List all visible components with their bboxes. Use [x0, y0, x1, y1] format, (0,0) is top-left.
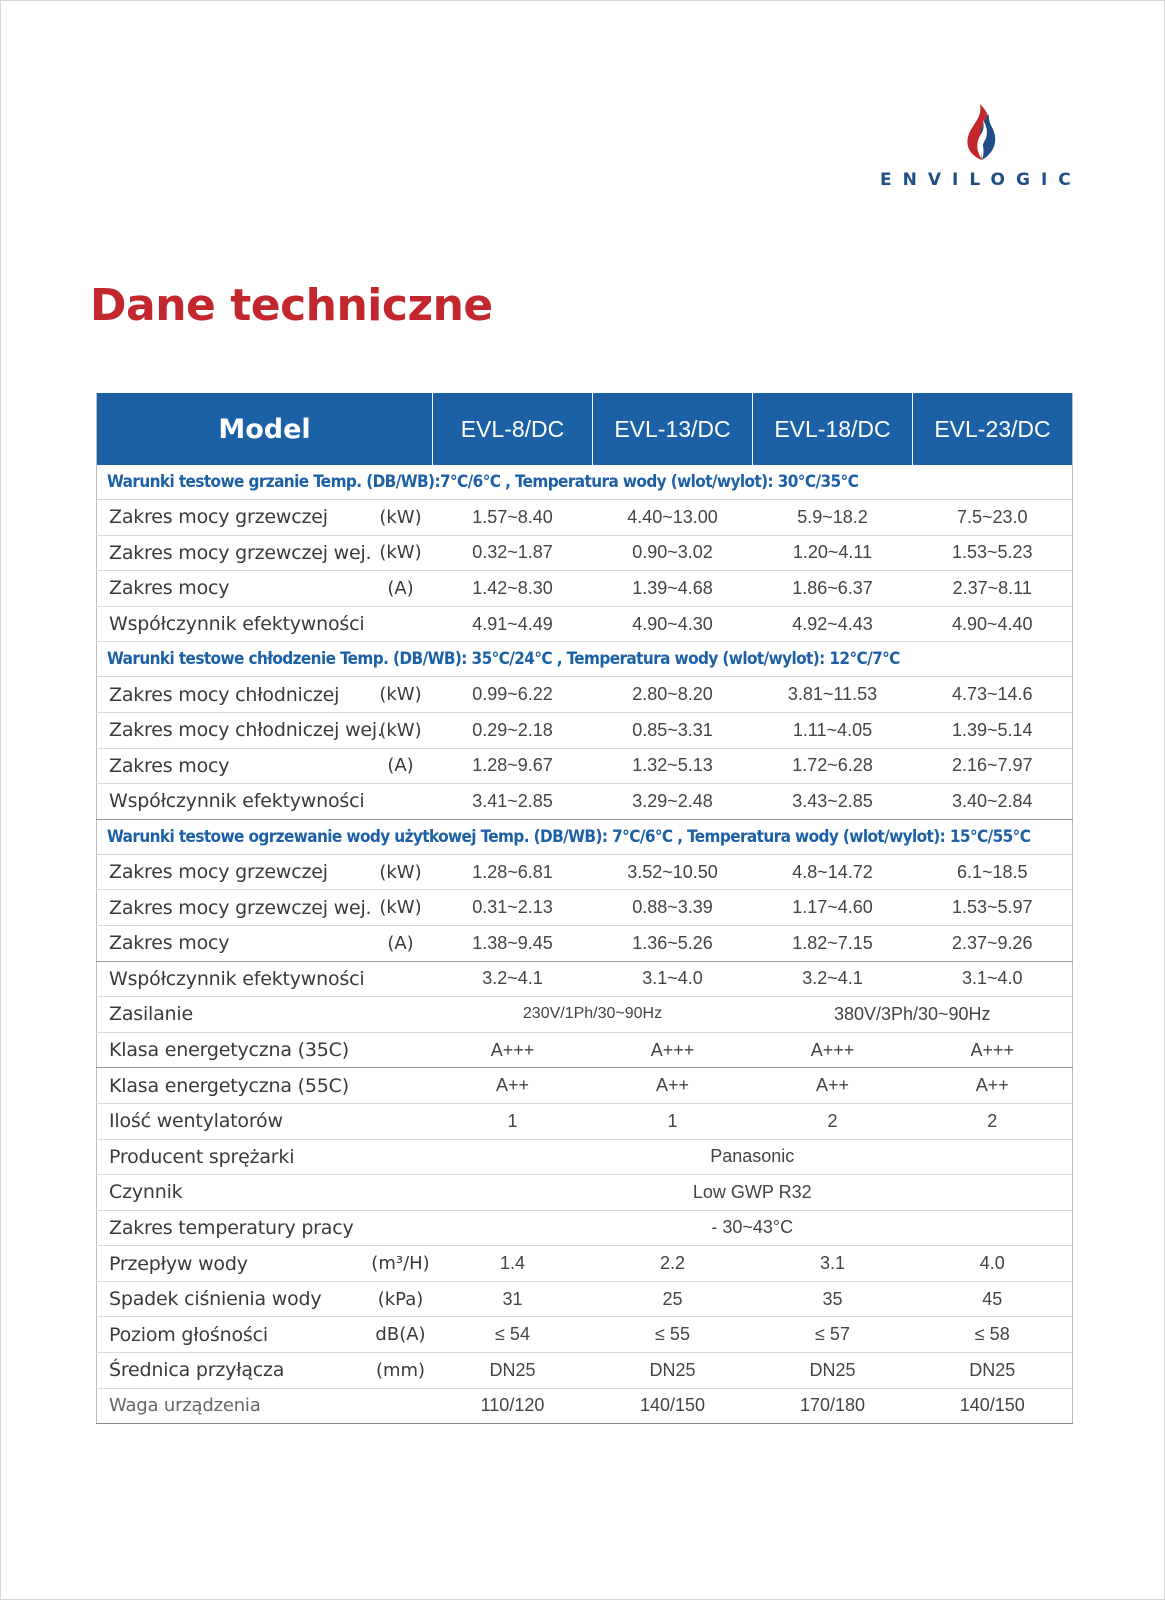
refrigerant-value: Low GWP R32 [433, 1175, 1073, 1211]
row-unit [369, 1175, 433, 1211]
cell-value: 1.11~4.05 [753, 712, 913, 748]
cell-value: A++ [593, 1068, 753, 1104]
power-single-phase: 230V/1Ph/30~90Hz [433, 997, 753, 1033]
cell-value: 3.81~11.53 [753, 677, 913, 713]
cell-value: 1.28~6.81 [433, 854, 593, 890]
cell-value: 0.99~6.22 [433, 677, 593, 713]
row-label: Zakres mocy [97, 925, 369, 961]
table-row [97, 1317, 1073, 1353]
cell-value: 3.1 [753, 1246, 913, 1282]
cell-value: 0.29~2.18 [433, 712, 593, 748]
table-row [97, 1068, 1073, 1104]
cell-value: 2.16~7.97 [913, 748, 1073, 784]
temp-range-value: - 30~43°C [433, 1210, 1073, 1246]
row-unit: (kW) [369, 712, 433, 748]
section-title: Warunki testowe grzanie Temp. (DB/WB):7°C/6°C , Temperatura wody (wlot/wylot): 30°C/35°C [97, 465, 1073, 500]
row-unit [369, 1388, 433, 1424]
row-label: Zakres mocy [97, 748, 369, 784]
model-column-header: EVL-18/DC [753, 393, 913, 465]
row-unit [369, 961, 433, 997]
row-unit [369, 997, 433, 1033]
row-label: Zakres mocy grzewczej wej. [97, 535, 369, 571]
row-unit: (mm) [369, 1353, 433, 1389]
cell-value: 7.5~23.0 [913, 500, 1073, 536]
row-label: Czynnik [97, 1175, 369, 1211]
page-title: Dane techniczne [90, 280, 493, 331]
row-unit: (kW) [369, 890, 433, 926]
cell-value: 1 [593, 1103, 753, 1139]
row-unit: (kW) [369, 854, 433, 890]
row-unit [369, 784, 433, 820]
row-unit: (kW) [369, 500, 433, 536]
cell-value: 3.52~10.50 [593, 854, 753, 890]
row-unit: (m³/H) [369, 1246, 433, 1282]
cell-value: 4.90~4.30 [593, 606, 753, 642]
row-unit: (kW) [369, 677, 433, 713]
model-column-header: EVL-23/DC [913, 393, 1073, 465]
row-unit [369, 1068, 433, 1104]
row-unit [369, 1210, 433, 1246]
row-label: Ilość wentylatorów [97, 1103, 369, 1139]
cell-value: A++ [753, 1068, 913, 1104]
cell-value: 1.53~5.97 [913, 890, 1073, 926]
row-label: Zakres mocy [97, 571, 369, 607]
table-row [97, 535, 1073, 571]
table-row [97, 748, 1073, 784]
cell-value: 3.1~4.0 [913, 961, 1073, 997]
cell-value: 0.32~1.87 [433, 535, 593, 571]
power-three-phase: 380V/3Ph/30~90Hz [753, 997, 1073, 1033]
cell-value: 1 [433, 1103, 593, 1139]
cell-value: A++ [433, 1068, 593, 1104]
cell-value: 1.82~7.15 [753, 925, 913, 961]
cell-value: 0.85~3.31 [593, 712, 753, 748]
row-label: Zakres mocy chłodniczej [97, 677, 369, 713]
cell-value: 1.39~4.68 [593, 571, 753, 607]
table-row [97, 961, 1073, 997]
cell-value: 4.0 [913, 1246, 1073, 1282]
cell-value: 2 [753, 1103, 913, 1139]
cell-value: 25 [593, 1281, 753, 1317]
cell-value: 140/150 [639, 1395, 706, 1416]
cell-value: 45 [913, 1281, 1073, 1317]
row-label: Zakres mocy chłodniczej wej. [97, 712, 369, 748]
model-header: Model [97, 393, 433, 465]
cell-value: 4.90~4.40 [913, 606, 1073, 642]
cell-value: 3.40~2.84 [913, 784, 1073, 820]
cell-value: ≤ 58 [913, 1317, 1073, 1353]
row-unit [369, 1032, 433, 1068]
cell-value: 3.43~2.85 [753, 784, 913, 820]
section-heading [97, 465, 1073, 500]
row-label: Klasa energetyczna (35C) [97, 1032, 369, 1068]
cell-value: 31 [433, 1281, 593, 1317]
table-row [97, 784, 1073, 820]
row-label: Zakres temperatury pracy [97, 1210, 369, 1246]
compressor-value: Panasonic [433, 1139, 1073, 1175]
cell-value: A++ [913, 1068, 1073, 1104]
row-unit: (A) [369, 925, 433, 961]
cell-value: 0.88~3.39 [593, 890, 753, 926]
cell-value: 1.57~8.40 [433, 500, 593, 536]
brand-logo [880, 104, 1082, 194]
cell-value: 2 [913, 1103, 1073, 1139]
cell-value: 1.28~9.67 [433, 748, 593, 784]
row-unit: (A) [369, 748, 433, 784]
row-label: Zakres mocy grzewczej [97, 500, 369, 536]
cell-value: 4.73~14.6 [913, 677, 1073, 713]
cell-value: 1.32~5.13 [593, 748, 753, 784]
cell-value: 5.9~18.2 [753, 500, 913, 536]
row-label: Zasilanie [97, 997, 369, 1033]
cell-value: 1.4 [433, 1246, 593, 1282]
row-unit [369, 606, 433, 642]
cell-value: 110/120 [480, 1395, 545, 1416]
table-row [97, 890, 1073, 926]
table-row [97, 571, 1073, 607]
table-row [97, 854, 1073, 890]
cell-value: 1.72~6.28 [753, 748, 913, 784]
row-label: Współczynnik efektywności [97, 784, 369, 820]
table-row [97, 1353, 1073, 1389]
row-label: Przepływ wody [97, 1246, 369, 1282]
cell-value: 1.20~4.11 [753, 535, 913, 571]
cell-value: 0.90~3.02 [593, 535, 753, 571]
table-row [97, 1281, 1073, 1317]
table-row [97, 1388, 1073, 1424]
row-unit: (kPa) [369, 1281, 433, 1317]
row-label: Średnica przyłącza [97, 1353, 369, 1389]
row-unit [369, 1139, 433, 1175]
cell-value: ≤ 54 [433, 1317, 593, 1353]
table-row [97, 1246, 1073, 1282]
row-label: Współczynnik efektywności [97, 961, 369, 997]
cell-value: 170/180 [799, 1395, 866, 1416]
row-unit: (kW) [369, 535, 433, 571]
row-unit: dB(A) [369, 1317, 433, 1353]
row-label: Zakres mocy grzewczej [97, 854, 369, 890]
table-row [97, 1032, 1073, 1068]
cell-value: DN25 [913, 1353, 1073, 1389]
cell-value: 6.1~18.5 [913, 854, 1073, 890]
table-row [97, 1139, 1073, 1175]
row-label: Klasa energetyczna (55C) [97, 1068, 369, 1104]
cell-value: 1.36~5.26 [593, 925, 753, 961]
cell-value: 3.41~2.85 [433, 784, 593, 820]
cell-value: 2.37~9.26 [913, 925, 1073, 961]
cell-value: A+++ [433, 1032, 593, 1068]
cell-value: 3.2~4.1 [753, 961, 913, 997]
section-heading [97, 819, 1073, 854]
table-header [97, 393, 1073, 465]
cell-value: 4.8~14.72 [753, 854, 913, 890]
cell-value: 1.38~9.45 [433, 925, 593, 961]
row-label: Spadek ciśnienia wody [97, 1281, 369, 1317]
row-unit: (A) [369, 571, 433, 607]
row-unit [369, 1103, 433, 1139]
model-column-header: EVL-8/DC [433, 393, 593, 465]
table-row [97, 677, 1073, 713]
table-row [97, 606, 1073, 642]
table-row [97, 997, 1073, 1033]
section-title: Warunki testowe ogrzewanie wody użytkowej Temp. (DB/WB): 7°C/6°C , Temperatura wody (wlot/wylot): 15°C/55°C [97, 819, 1073, 854]
cell-value: 2.37~8.11 [913, 571, 1073, 607]
cell-value: 3.1~4.0 [593, 961, 753, 997]
row-label: Waga urządzenia [109, 1395, 261, 1417]
cell-value: 2.80~8.20 [593, 677, 753, 713]
cell-value: ≤ 57 [753, 1317, 913, 1353]
model-column-header: EVL-13/DC [593, 393, 753, 465]
cell-value: 1.17~4.60 [753, 890, 913, 926]
cell-value: 1.39~5.14 [913, 712, 1073, 748]
spec-table [96, 393, 1073, 1424]
brand-name: ENVILOGIC [880, 170, 1082, 190]
cell-value: 1.42~8.30 [433, 571, 593, 607]
cell-value: A+++ [753, 1032, 913, 1068]
cell-value: 3.2~4.1 [433, 961, 593, 997]
row-label: Zakres mocy grzewczej wej. [97, 890, 369, 926]
table-row [97, 1103, 1073, 1139]
cell-value: ≤ 55 [593, 1317, 753, 1353]
cell-value: 4.91~4.49 [433, 606, 593, 642]
cell-value: 140/150 [959, 1395, 1025, 1416]
cell-value: 4.40~13.00 [593, 500, 753, 536]
cell-value: 3.29~2.48 [593, 784, 753, 820]
row-label: Producent sprężarki [97, 1139, 369, 1175]
spec-table-wrapper [96, 393, 1072, 1424]
table-row [97, 925, 1073, 961]
table-row [97, 1210, 1073, 1246]
table-row [97, 500, 1073, 536]
table-row [97, 1175, 1073, 1211]
cell-value: A+++ [913, 1032, 1073, 1068]
cell-value: 2.2 [593, 1246, 753, 1282]
section-title: Warunki testowe chłodzenie Temp. (DB/WB): 35°C/24°C , Temperatura wody (wlot/wylot): 12°C/7°C [97, 642, 1073, 677]
cell-value: DN25 [593, 1353, 753, 1389]
cell-value: 35 [753, 1281, 913, 1317]
cell-value: 0.31~2.13 [433, 890, 593, 926]
row-label: Współczynnik efektywności [97, 606, 369, 642]
table-row [97, 712, 1073, 748]
row-label: Poziom głośności [97, 1317, 369, 1353]
section-heading [97, 642, 1073, 677]
cell-value: A+++ [593, 1032, 753, 1068]
flame-logo-icon [962, 104, 1002, 162]
cell-value: 1.53~5.23 [913, 535, 1073, 571]
cell-value: DN25 [433, 1353, 593, 1389]
cell-value: DN25 [753, 1353, 913, 1389]
cell-value: 4.92~4.43 [753, 606, 913, 642]
cell-value: 1.86~6.37 [753, 571, 913, 607]
